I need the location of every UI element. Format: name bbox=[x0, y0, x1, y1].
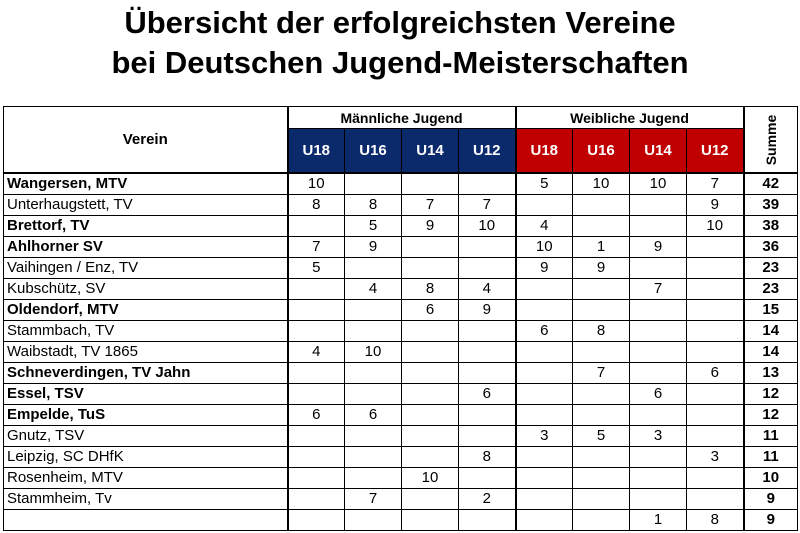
female-u16-cell: 10 bbox=[573, 173, 630, 195]
female-u18-cell bbox=[516, 279, 573, 300]
male-u14-cell bbox=[402, 173, 459, 195]
table-row bbox=[4, 447, 798, 468]
male-u16-cell bbox=[345, 447, 402, 468]
male-u18-cell: 5 bbox=[288, 258, 345, 279]
club-name: Empelde, TuS bbox=[4, 405, 288, 426]
male-u14-cell: 6 bbox=[402, 300, 459, 321]
male-u18-cell bbox=[288, 279, 345, 300]
sum-cell: 11 bbox=[744, 426, 798, 447]
sum-cell: 38 bbox=[744, 216, 798, 237]
table-row bbox=[4, 426, 798, 447]
male-u18-cell bbox=[288, 510, 345, 531]
sum-cell: 42 bbox=[744, 173, 798, 195]
female-u12-cell bbox=[687, 426, 744, 447]
female-u16-cell bbox=[573, 216, 630, 237]
sum-cell: 14 bbox=[744, 321, 798, 342]
male-u18-cell bbox=[288, 447, 345, 468]
sum-cell: 23 bbox=[744, 279, 798, 300]
table-row bbox=[4, 279, 798, 300]
male-u16-cell bbox=[345, 384, 402, 405]
female-u16-cell bbox=[573, 510, 630, 531]
table-row bbox=[4, 237, 798, 258]
female-u12-cell bbox=[687, 384, 744, 405]
female-u16-cell: 5 bbox=[573, 426, 630, 447]
female-u16-cell bbox=[573, 405, 630, 426]
table-row bbox=[4, 384, 798, 405]
club-name: Leipzig, SC DHfK bbox=[4, 447, 288, 468]
female-u14-cell bbox=[630, 195, 687, 216]
female-u12-cell bbox=[687, 258, 744, 279]
male-u18-cell: 7 bbox=[288, 237, 345, 258]
male-u14-cell bbox=[402, 384, 459, 405]
header-female: Weibliche Jugend bbox=[516, 107, 744, 129]
female-u16-cell bbox=[573, 468, 630, 489]
female-u16-cell bbox=[573, 300, 630, 321]
male-u12-cell: 4 bbox=[459, 279, 516, 300]
header-female-u12: U12 bbox=[687, 129, 744, 174]
male-u12-cell bbox=[459, 342, 516, 363]
female-u16-cell bbox=[573, 447, 630, 468]
table-row bbox=[4, 468, 798, 489]
club-name bbox=[4, 510, 288, 531]
female-u12-cell: 7 bbox=[687, 173, 744, 195]
female-u16-cell bbox=[573, 195, 630, 216]
female-u12-cell bbox=[687, 405, 744, 426]
sum-cell: 12 bbox=[744, 384, 798, 405]
male-u16-cell: 4 bbox=[345, 279, 402, 300]
sum-cell: 23 bbox=[744, 258, 798, 279]
club-name: Ahlhorner SV bbox=[4, 237, 288, 258]
female-u16-cell: 8 bbox=[573, 321, 630, 342]
female-u18-cell bbox=[516, 195, 573, 216]
club-name: Kubschütz, SV bbox=[4, 279, 288, 300]
male-u12-cell: 9 bbox=[459, 300, 516, 321]
male-u16-cell bbox=[345, 363, 402, 384]
header-male-u14: U14 bbox=[402, 129, 459, 174]
male-u14-cell bbox=[402, 237, 459, 258]
male-u14-cell: 7 bbox=[402, 195, 459, 216]
sum-cell: 15 bbox=[744, 300, 798, 321]
male-u18-cell: 10 bbox=[288, 173, 345, 195]
male-u12-cell bbox=[459, 426, 516, 447]
club-name: Schneverdingen, TV Jahn bbox=[4, 363, 288, 384]
male-u12-cell bbox=[459, 173, 516, 195]
female-u16-cell: 7 bbox=[573, 363, 630, 384]
header-male-u18: U18 bbox=[288, 129, 345, 174]
female-u12-cell bbox=[687, 279, 744, 300]
male-u18-cell bbox=[288, 321, 345, 342]
table-row bbox=[4, 510, 798, 531]
female-u16-cell: 9 bbox=[573, 258, 630, 279]
female-u18-cell: 5 bbox=[516, 173, 573, 195]
female-u12-cell: 6 bbox=[687, 363, 744, 384]
club-name: Brettorf, TV bbox=[4, 216, 288, 237]
header-female-u18: U18 bbox=[516, 129, 573, 174]
female-u18-cell bbox=[516, 468, 573, 489]
female-u18-cell bbox=[516, 300, 573, 321]
female-u16-cell bbox=[573, 279, 630, 300]
header-sum: Summe bbox=[744, 107, 798, 174]
female-u18-cell bbox=[516, 489, 573, 510]
male-u16-cell bbox=[345, 173, 402, 195]
male-u14-cell bbox=[402, 447, 459, 468]
female-u14-cell: 3 bbox=[630, 426, 687, 447]
sum-cell: 10 bbox=[744, 468, 798, 489]
female-u16-cell bbox=[573, 384, 630, 405]
table-row bbox=[4, 258, 798, 279]
female-u12-cell bbox=[687, 489, 744, 510]
male-u14-cell: 9 bbox=[402, 216, 459, 237]
male-u18-cell bbox=[288, 300, 345, 321]
male-u12-cell bbox=[459, 405, 516, 426]
female-u12-cell bbox=[687, 342, 744, 363]
club-name: Oldendorf, MTV bbox=[4, 300, 288, 321]
female-u14-cell bbox=[630, 363, 687, 384]
sum-cell: 9 bbox=[744, 489, 798, 510]
sum-cell: 13 bbox=[744, 363, 798, 384]
male-u12-cell bbox=[459, 237, 516, 258]
female-u18-cell bbox=[516, 363, 573, 384]
male-u16-cell bbox=[345, 426, 402, 447]
clubs-table bbox=[3, 106, 798, 531]
sum-cell: 36 bbox=[744, 237, 798, 258]
sum-cell: 39 bbox=[744, 195, 798, 216]
table-row bbox=[4, 216, 798, 237]
header-male-u16: U16 bbox=[345, 129, 402, 174]
male-u12-cell bbox=[459, 258, 516, 279]
male-u14-cell: 10 bbox=[402, 468, 459, 489]
male-u12-cell: 10 bbox=[459, 216, 516, 237]
male-u18-cell bbox=[288, 216, 345, 237]
female-u14-cell bbox=[630, 216, 687, 237]
sum-cell: 14 bbox=[744, 342, 798, 363]
female-u18-cell bbox=[516, 405, 573, 426]
female-u16-cell bbox=[573, 342, 630, 363]
male-u14-cell bbox=[402, 342, 459, 363]
male-u18-cell bbox=[288, 384, 345, 405]
male-u12-cell: 2 bbox=[459, 489, 516, 510]
male-u18-cell: 6 bbox=[288, 405, 345, 426]
female-u12-cell: 10 bbox=[687, 216, 744, 237]
male-u16-cell: 10 bbox=[345, 342, 402, 363]
male-u14-cell bbox=[402, 321, 459, 342]
female-u12-cell bbox=[687, 300, 744, 321]
female-u18-cell: 4 bbox=[516, 216, 573, 237]
female-u14-cell: 6 bbox=[630, 384, 687, 405]
male-u12-cell: 6 bbox=[459, 384, 516, 405]
table-row bbox=[4, 363, 798, 384]
female-u14-cell: 10 bbox=[630, 173, 687, 195]
sum-cell: 11 bbox=[744, 447, 798, 468]
female-u14-cell bbox=[630, 300, 687, 321]
sum-cell: 9 bbox=[744, 510, 798, 531]
table-row bbox=[4, 173, 798, 195]
table-row bbox=[4, 195, 798, 216]
female-u18-cell: 6 bbox=[516, 321, 573, 342]
male-u12-cell: 8 bbox=[459, 447, 516, 468]
male-u12-cell bbox=[459, 468, 516, 489]
male-u14-cell: 8 bbox=[402, 279, 459, 300]
female-u14-cell bbox=[630, 321, 687, 342]
club-name: Vaihingen / Enz, TV bbox=[4, 258, 288, 279]
male-u18-cell bbox=[288, 489, 345, 510]
female-u12-cell bbox=[687, 237, 744, 258]
club-name: Waibstadt, TV 1865 bbox=[4, 342, 288, 363]
female-u14-cell bbox=[630, 258, 687, 279]
club-name: Stammheim, Tv bbox=[4, 489, 288, 510]
female-u18-cell: 9 bbox=[516, 258, 573, 279]
table-row bbox=[4, 342, 798, 363]
male-u16-cell: 5 bbox=[345, 216, 402, 237]
female-u18-cell: 10 bbox=[516, 237, 573, 258]
club-name: Unterhaugstett, TV bbox=[4, 195, 288, 216]
page-title-line2: bei Deutschen Jugend-Meisterschaften bbox=[111, 45, 689, 80]
female-u18-cell: 3 bbox=[516, 426, 573, 447]
male-u16-cell: 6 bbox=[345, 405, 402, 426]
female-u14-cell: 1 bbox=[630, 510, 687, 531]
header-male-u12: U12 bbox=[459, 129, 516, 174]
male-u14-cell bbox=[402, 258, 459, 279]
male-u18-cell bbox=[288, 426, 345, 447]
female-u12-cell: 8 bbox=[687, 510, 744, 531]
male-u16-cell bbox=[345, 258, 402, 279]
male-u16-cell bbox=[345, 510, 402, 531]
male-u14-cell bbox=[402, 510, 459, 531]
female-u18-cell bbox=[516, 510, 573, 531]
male-u16-cell bbox=[345, 300, 402, 321]
male-u18-cell bbox=[288, 468, 345, 489]
female-u14-cell: 9 bbox=[630, 237, 687, 258]
male-u12-cell bbox=[459, 321, 516, 342]
male-u16-cell: 8 bbox=[345, 195, 402, 216]
female-u16-cell bbox=[573, 489, 630, 510]
header-female-u16: U16 bbox=[573, 129, 630, 174]
table-row bbox=[4, 300, 798, 321]
female-u18-cell bbox=[516, 447, 573, 468]
male-u12-cell bbox=[459, 510, 516, 531]
table-row bbox=[4, 405, 798, 426]
table-row bbox=[4, 489, 798, 510]
female-u14-cell bbox=[630, 447, 687, 468]
table-row bbox=[4, 321, 798, 342]
male-u18-cell: 8 bbox=[288, 195, 345, 216]
club-name: Stammbach, TV bbox=[4, 321, 288, 342]
male-u12-cell: 7 bbox=[459, 195, 516, 216]
female-u12-cell bbox=[687, 321, 744, 342]
header-male: Männliche Jugend bbox=[288, 107, 516, 129]
male-u14-cell bbox=[402, 489, 459, 510]
header-club: Verein bbox=[4, 107, 288, 174]
female-u14-cell bbox=[630, 489, 687, 510]
club-name: Gnutz, TSV bbox=[4, 426, 288, 447]
female-u14-cell bbox=[630, 405, 687, 426]
male-u18-cell: 4 bbox=[288, 342, 345, 363]
female-u14-cell: 7 bbox=[630, 279, 687, 300]
header-female-u14: U14 bbox=[630, 129, 687, 174]
female-u14-cell bbox=[630, 342, 687, 363]
male-u14-cell bbox=[402, 426, 459, 447]
female-u12-cell: 9 bbox=[687, 195, 744, 216]
male-u16-cell bbox=[345, 468, 402, 489]
male-u12-cell bbox=[459, 363, 516, 384]
female-u12-cell bbox=[687, 468, 744, 489]
male-u14-cell bbox=[402, 363, 459, 384]
male-u16-cell: 9 bbox=[345, 237, 402, 258]
male-u18-cell bbox=[288, 363, 345, 384]
club-name: Rosenheim, MTV bbox=[4, 468, 288, 489]
female-u14-cell bbox=[630, 468, 687, 489]
male-u16-cell bbox=[345, 321, 402, 342]
page-title-line1: Übersicht der erfolgreichsten Vereine bbox=[124, 5, 676, 40]
club-name: Wangersen, MTV bbox=[4, 173, 288, 195]
female-u16-cell: 1 bbox=[573, 237, 630, 258]
club-name: Essel, TSV bbox=[4, 384, 288, 405]
male-u16-cell: 7 bbox=[345, 489, 402, 510]
female-u18-cell bbox=[516, 342, 573, 363]
female-u18-cell bbox=[516, 384, 573, 405]
female-u12-cell: 3 bbox=[687, 447, 744, 468]
sum-cell: 12 bbox=[744, 405, 798, 426]
male-u14-cell bbox=[402, 405, 459, 426]
